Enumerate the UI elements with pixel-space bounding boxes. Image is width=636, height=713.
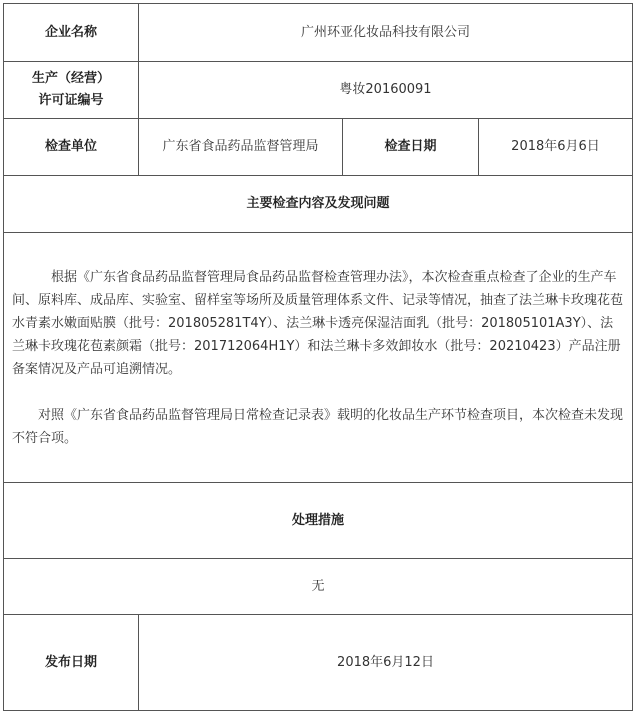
findings-paragraph-2: 对照《广东省食品药品监督管理局日常检查记录表》载明的化妆品生产环节检查项目，本次检查未发现不符合项。 [12, 408, 624, 446]
row-divider [4, 232, 632, 233]
license-label-line1: 生产（经营） [31, 71, 110, 86]
publish-date-label: 发布日期 [44, 654, 97, 670]
findings-paragraph-1: 根据《广东省食品药品监督管理局食品药品监督检查管理办法》，本次检查重点检查了企业的生产车间、原料库、成品库、实验室、留样室等场所及质量管理体系文件、记录等情况，抽查了法兰琳卡玫瑰花苞水青素水嫩面贴膜（批号：201805281T4Y）、法兰琳卡透亮保湿洁面乳（批号：201805101A3Y）、法兰琳卡玫瑰花苞素颜霜（批号：201712064H1Y）和法兰琳卡多效卸妆水（批号：20210423）产品注册备案情况及产品可追溯情况。 [12, 270, 624, 377]
license-label-line2: 许可证编号 [38, 93, 104, 108]
license-label [4, 62, 138, 118]
inspection-record-table [3, 3, 633, 711]
check-date-label: 检查日期 [384, 139, 437, 154]
measures-value: 无 [311, 578, 325, 594]
check-date-value: 2018年6月6日 [511, 139, 600, 154]
findings-heading: 主要检查内容及发现问题 [246, 196, 390, 211]
measures-heading: 处理措施 [291, 512, 344, 528]
publish-date-value: 2018年6月12日 [337, 654, 434, 670]
inspector-label: 检查单位 [44, 139, 97, 154]
company-label: 企业名称 [44, 24, 97, 40]
company-value: 广州环亚化妆品科技有限公司 [300, 24, 470, 40]
inspector-value: 广东省食品药品监督管理局 [162, 139, 319, 154]
license-value: 粤妆20160091 [339, 82, 432, 97]
